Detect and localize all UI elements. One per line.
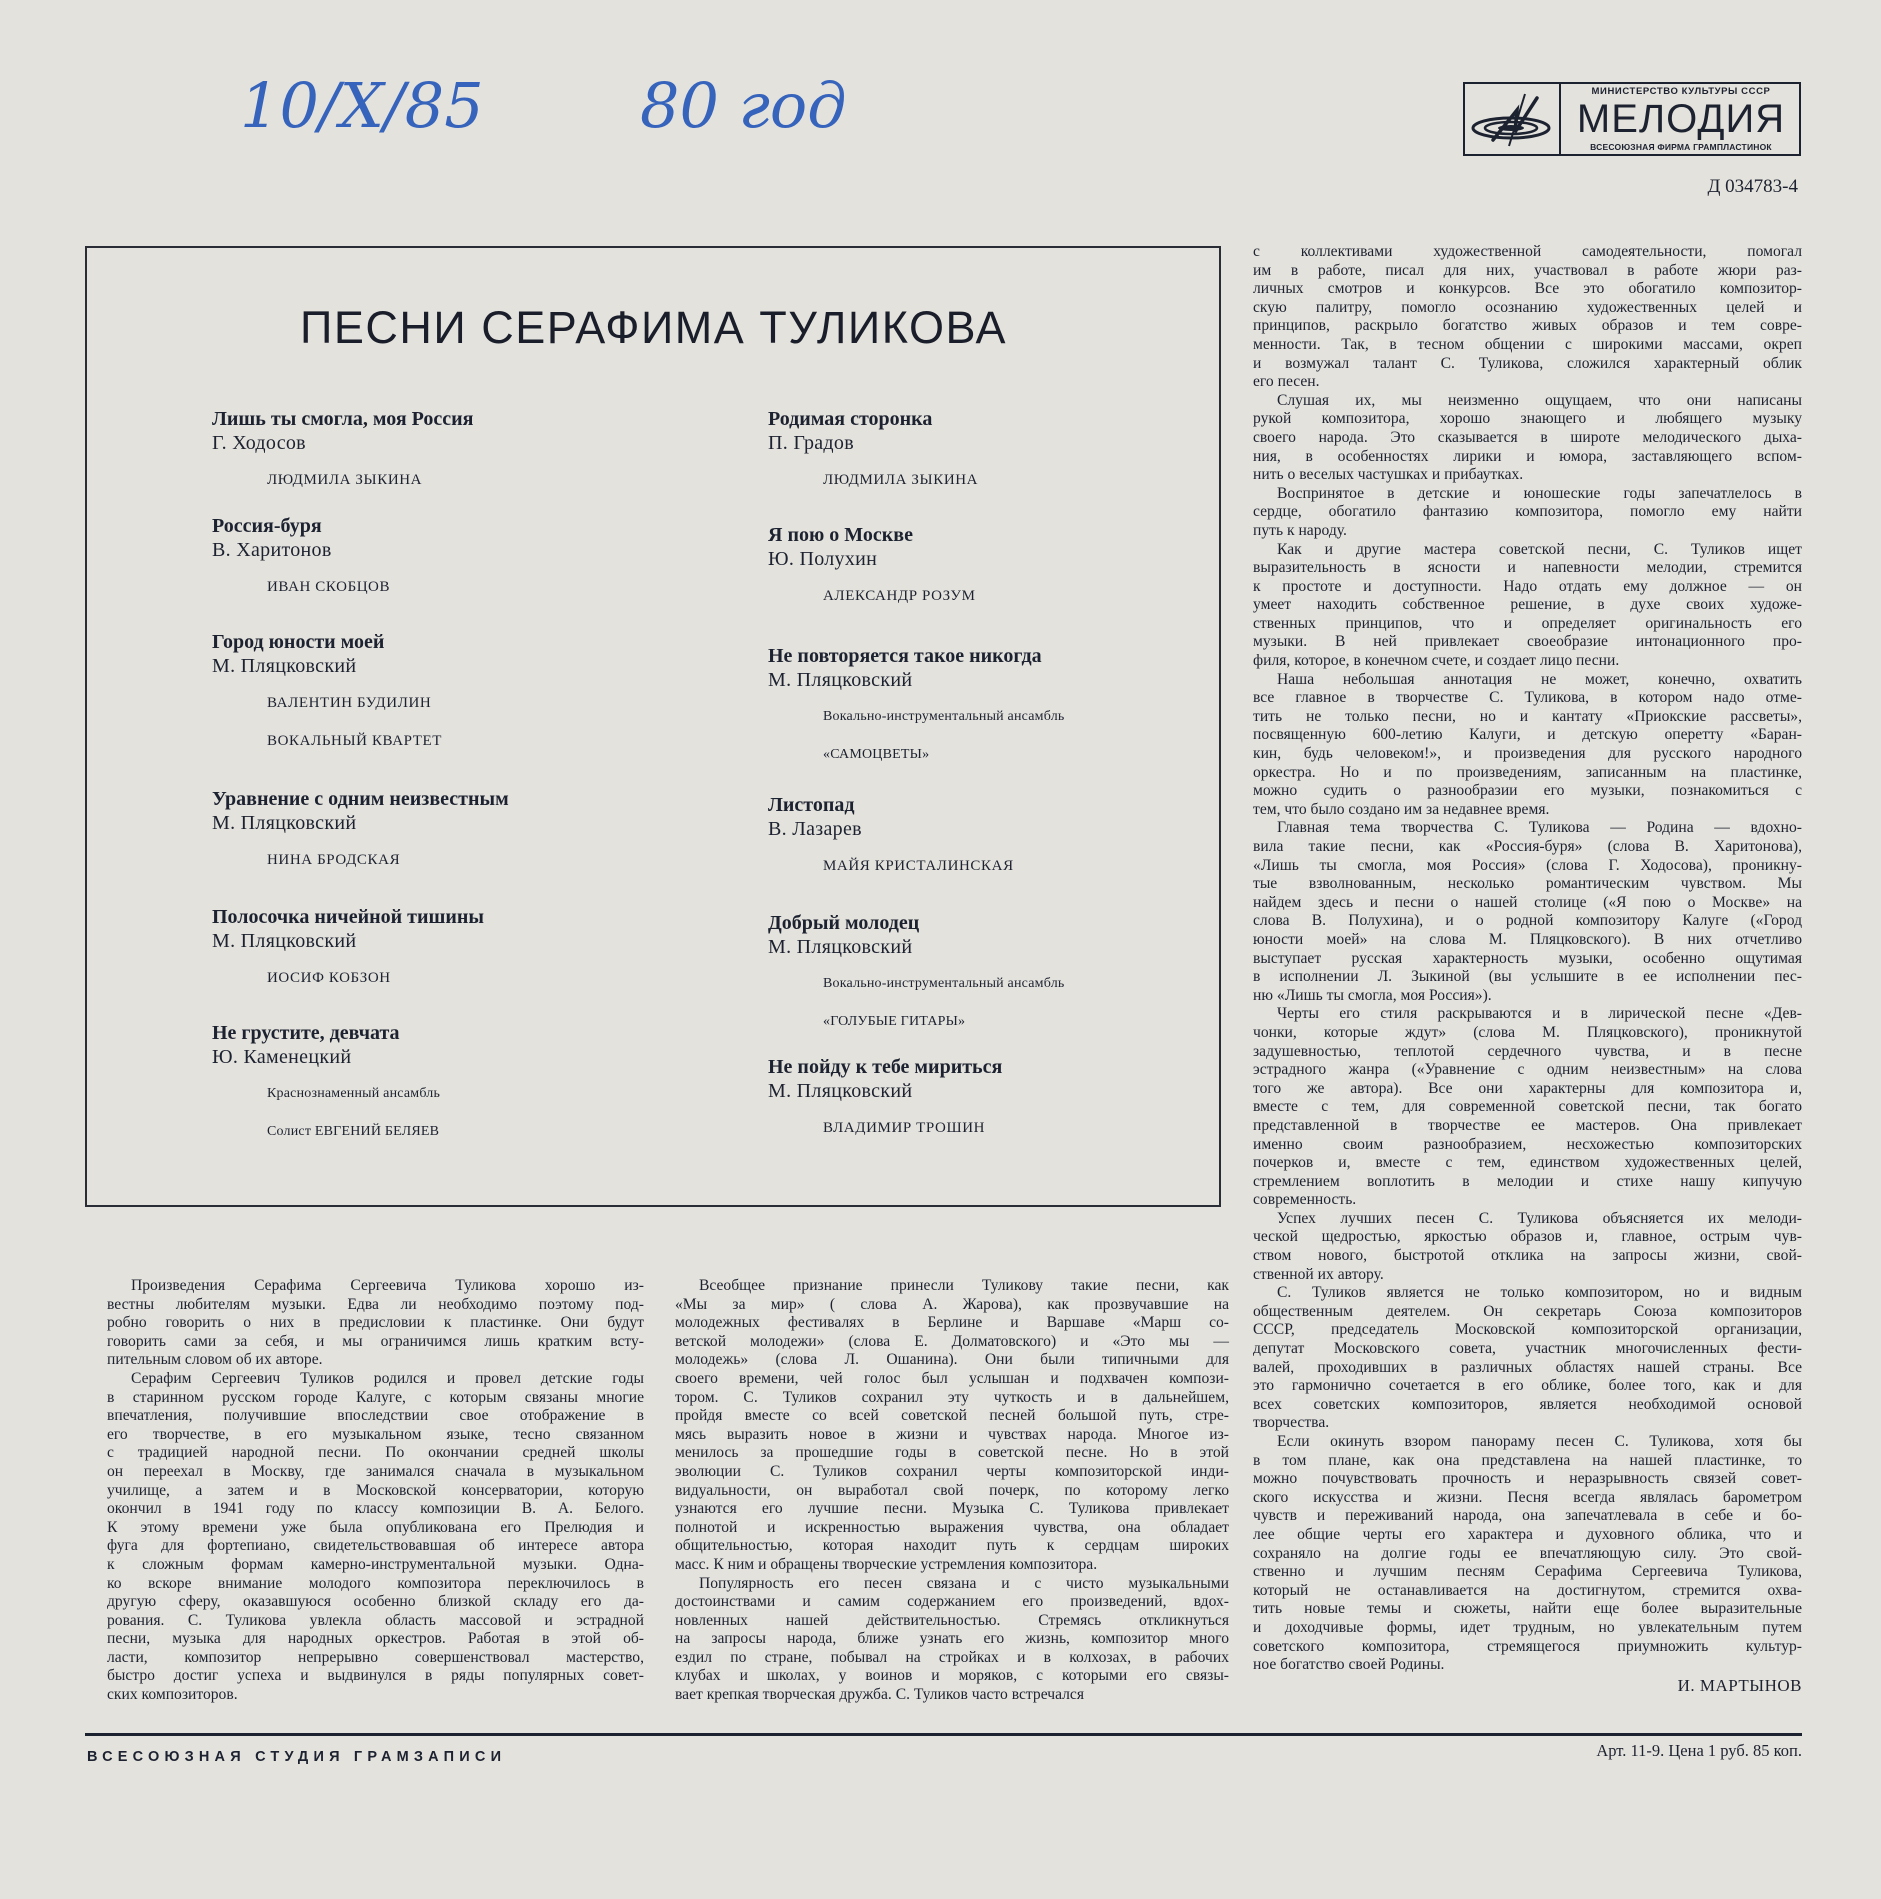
track-performer: Вокально-инструментальный ансамбль	[823, 709, 1065, 724]
notes-line: ню «Лишь ты смогла, моя Россия»).	[1253, 986, 1492, 1004]
notes-line: ния, в особенностях лирики и юмора, заставляющего вспом-	[1253, 447, 1802, 465]
notes-line: музыки. В ней привлекает своеобразие интонационного про-	[1253, 633, 1802, 651]
notes-line: масс. К ним и обращены творческие устремления композитора.	[675, 1555, 1098, 1573]
notes-line: представленной в творчестве ее мастеров. Она привлекает	[1253, 1116, 1802, 1134]
notes-line: пройдя вместе со всей советской песней большой путь, стре-	[675, 1407, 1229, 1425]
notes-line: Главная тема творчества С. Туликова — Родина — вдохно-	[1277, 819, 1802, 837]
notes-line: его песен.	[1253, 373, 1320, 391]
track-composer: М. Пляцковский	[768, 1080, 913, 1102]
notes-line: «Лишь ты смогла, моя Россия» (слова Г. Ходосова), проникну-	[1253, 856, 1802, 874]
track-composer: Ю. Полухин	[768, 548, 878, 570]
track-item	[212, 1021, 732, 1151]
track-composer: В. Харитонов	[212, 539, 332, 561]
track-composer: М. Пляцковский	[768, 669, 913, 691]
notes-line: ласти, композитор непрерывно совершенствовал мастерство,	[107, 1648, 644, 1666]
notes-line: вает крепкая творческая дружба. С. Туликов часто встречался	[675, 1686, 1085, 1704]
notes-line: именно своим разнообразием, несхожестью композиторских	[1253, 1135, 1802, 1153]
notes-line: филя, которое, в конечном счете, и создает лицо песни.	[1253, 652, 1620, 670]
notes-line: сердце, обогатило фантазию композитора, помогло ему найти	[1253, 503, 1802, 521]
track-item	[768, 793, 1288, 885]
track-title: Добрый молодец	[768, 912, 920, 934]
notes-line: принципов, раскрыло богатство живых образов и тем совре-	[1253, 317, 1802, 335]
track-item	[768, 407, 1288, 499]
notes-line: К этому времени уже была опубликована его Прелюдия и	[107, 1518, 644, 1536]
track-title: Уравнение с одним неизвестным	[212, 788, 509, 810]
notes-line: ством нового, быстротой отклика на запросы жизни, свой-	[1253, 1247, 1802, 1265]
track-item	[212, 905, 732, 997]
track-item	[212, 514, 732, 606]
notes-line: Успех лучших песен С. Туликова объясняется их мелоди-	[1277, 1209, 1802, 1227]
notes-line: им в работе, писал для них, участвовал в работе жюри раз-	[1253, 261, 1802, 279]
notes-line: и возмужал талант С. Туликова, сложился характерный облик	[1253, 354, 1802, 372]
notes-line: Воспринятое в детские и юношеские годы запечатлелось в	[1277, 484, 1802, 502]
notes-line: с традицией народной песни. По окончании средней школы	[107, 1444, 644, 1462]
notes-line: вестны любителям музыки. Едва ли необходимо поэтому под-	[107, 1295, 644, 1313]
notes-line: полнотой и искренностью выражения чувства, она обладает	[675, 1518, 1229, 1536]
track-title: Я пою о Москве	[768, 524, 913, 546]
catalog-number: Д 034783-4	[1707, 176, 1798, 197]
notes-line: советского композитора, стремящегося приумножить культур-	[1253, 1637, 1802, 1655]
label-firm: ВСЕСОЮЗНАЯ ФИРМА ГРАМПЛАСТИНОК	[1590, 142, 1772, 152]
notes-line: почерков и, вместе с тем, единством художественных целей,	[1253, 1154, 1802, 1172]
track-performer: НИНА БРОДСКАЯ	[267, 852, 401, 868]
album-title: ПЕСНИ СЕРАФИМА ТУЛИКОВА	[300, 302, 1007, 353]
track-performer: «ГОЛУБЫЕ ГИТАРЫ»	[823, 1014, 966, 1029]
notes-line: своего времени, чей голос был услышан и подхвачен компози-	[675, 1369, 1229, 1387]
notes-line: в старинном русском городе Калуге, с которым связаны многие	[107, 1388, 644, 1406]
notes-line: новленных нашей действительностью. Стремясь откликнуться	[675, 1611, 1229, 1629]
label-ministry: МИНИСТЕРСТВО КУЛЬТУРЫ СССР	[1591, 86, 1771, 97]
notes-line: фуга для фортепиано, свидетельствовавшая об интересе автора	[107, 1537, 644, 1555]
track-performer: ЛЮДМИЛА ЗЫКИНА	[267, 472, 423, 488]
notes-line: рования. С. Туликова увлекла область массовой и эстрадной	[107, 1611, 644, 1629]
track-title: Россия-буря	[212, 515, 322, 537]
notes-line: тить не только песни, но и кантату «Приокские рассветы»,	[1253, 707, 1802, 725]
track-title: Не пойду к тебе мириться	[768, 1056, 1003, 1078]
track-performer: Солист ЕВГЕНИЙ БЕЛЯЕВ	[267, 1124, 440, 1139]
notes-line: юности моей» на слова М. Пляцковского). В них отчетливо	[1253, 930, 1802, 948]
notes-line: кин, будь человеком!», и произведения для русского народного	[1253, 745, 1802, 763]
notes-line: СССР, председатель Московской композиторской организации,	[1253, 1321, 1802, 1339]
notes-line: молодежь» (слова Л. Ошанина). Они были типичными для	[675, 1351, 1229, 1369]
notes-line: пительным словом об их авторе.	[107, 1351, 323, 1369]
notes-line: Всеобщее признание принесли Туликову такие песни, как	[699, 1277, 1229, 1294]
track-title: Родимая сторонка	[768, 408, 933, 430]
track-performer: МАЙЯ КРИСТАЛИНСКАЯ	[823, 858, 1014, 874]
notes-line: «Мы за мир» ( слова А. Жарова), как прозвучавшие на	[675, 1295, 1229, 1313]
notes-line: стремлением воплотить в мелодии и стихе нашу кипучую	[1253, 1172, 1802, 1190]
track-composer: М. Пляцковский	[212, 655, 357, 677]
notes-line: с коллективами художественной самодеятельности, помогал	[1253, 243, 1802, 260]
notes-column-left	[107, 1277, 644, 1705]
notes-line: менности. Так, в тесном общении с широкими массами, окреп	[1253, 335, 1802, 353]
notes-line: чувств и переживаний народа, она запечатлевала в себе и бо-	[1253, 1507, 1802, 1525]
notes-author: И. МАРТЫНОВ	[1677, 1676, 1802, 1695]
notes-line: своего народа. Это сказывается в широте мелодического дыха-	[1253, 428, 1802, 446]
track-title: Лишь ты смогла, моя Россия	[212, 408, 474, 430]
notes-line: Черты его стиля раскрываются и в лирической песне «Дев-	[1277, 1005, 1802, 1023]
track-performer: Краснознаменный ансамбль	[267, 1086, 441, 1101]
notes-line: задушевностью, теплотой сердечного чувства, и в песне	[1253, 1042, 1802, 1060]
notes-line: робно говорить о них в предисловии к пластинке. Они будут	[107, 1314, 644, 1332]
notes-line: слова В. Полухина), и о родной композитору Калуге («Город	[1253, 912, 1802, 930]
track-item	[768, 644, 1288, 774]
notes-line: к сложным формам камерно-инструментальной музыки. Одна-	[107, 1555, 644, 1573]
notes-line: достоинствами и самим содержанием его произведений, вдох-	[675, 1593, 1229, 1611]
notes-line: сохраняло на долгие годы ее впечатляющую силу. Это свой-	[1253, 1544, 1802, 1562]
notes-column-right	[1253, 243, 1802, 1675]
notes-line: Как и другие мастера советской песни, С. Туликов ищет	[1277, 540, 1802, 558]
notes-line: путь к народу.	[1253, 521, 1347, 539]
track-item	[212, 407, 732, 499]
notes-line: ственной их автору.	[1253, 1265, 1384, 1283]
handwritten-year: 80 год	[640, 69, 847, 142]
notes-line: творчества.	[1253, 1414, 1330, 1432]
notes-line: окончил в 1941 году по классу композиции В. А. Белого.	[107, 1500, 644, 1518]
notes-line: ских композиторов.	[107, 1686, 238, 1704]
notes-line: личных смотров и конкурсов. Все это обогатило композитор-	[1253, 280, 1802, 298]
notes-line: рукой композитора, хорошо знающего и любящего музыку	[1253, 410, 1802, 428]
notes-line: Если окинуть взором панораму песен С. Туликова, хотя бы	[1277, 1433, 1802, 1450]
notes-line: оркестра. Но и по произведениям, записанным на пластинке,	[1253, 763, 1802, 781]
track-item	[768, 523, 1288, 615]
track-performer: ЛЮДМИЛА ЗЫКИНА	[823, 472, 979, 488]
notes-line: ное богатство своей Родины.	[1253, 1656, 1445, 1674]
notes-line: того же автора). Все они характерны для композитора и,	[1253, 1079, 1802, 1097]
notes-line: можно почувствовать прочность и неразрывность связей совет-	[1253, 1470, 1802, 1488]
notes-line: чонки, которые ждут» (слова М. Пляцковского), проникнутой	[1253, 1023, 1802, 1041]
track-title: Не повторяется такое никогда	[768, 645, 1042, 667]
track-composer: В. Лазарев	[768, 818, 862, 840]
notes-line: валей, проходивших в различных областях нашей страны. Все	[1253, 1358, 1802, 1376]
notes-line: ветской молодежи» (слова Е. Долматовского) и «Это мы —	[675, 1332, 1229, 1350]
notes-line: другую сферу, оказавшуюся особенно близкой складу его да-	[107, 1593, 644, 1611]
notes-line: ственных принципов, что и определяет оригинальность его	[1253, 614, 1802, 632]
notes-line: Произведения Серафима Сергеевича Туликова хорошо из-	[131, 1277, 644, 1294]
notes-line: скую палитру, помогло осознанию художественных целей и	[1253, 298, 1802, 316]
track-performer: ИОСИФ КОБЗОН	[267, 970, 391, 986]
notes-line: современность.	[1253, 1191, 1357, 1209]
notes-line: узнаются его лучшие песни. Музыка С. Туликова привлекает	[675, 1500, 1229, 1518]
notes-line: можно судить о разнообразии его музыки, познакомиться с	[1253, 782, 1802, 800]
notes-line: умеет находить собственное решение, в духе своих художе-	[1253, 596, 1802, 614]
track-item	[212, 787, 732, 879]
track-performer: Вокально-инструментальный ансамбль	[823, 976, 1065, 991]
notes-line: видуальности, он выработал свой почерк, по которому легко	[675, 1481, 1229, 1499]
notes-line: песни, музыка для народных оркестров. Работая в этой об-	[107, 1630, 644, 1648]
track-composer: Ю. Каменецкий	[212, 1046, 352, 1068]
notes-line: Наша небольшая аннотация не может, конечно, охватить	[1277, 670, 1802, 688]
track-title: Листопад	[768, 794, 855, 816]
handwritten-date: 10/X/85	[240, 69, 484, 142]
track-performer: ВОКАЛЬНЫЙ КВАРТЕТ	[267, 733, 443, 749]
track-title: Не грустите, девчата	[212, 1022, 400, 1044]
notes-line: все главное в творчестве С. Туликова, в котором надо отме-	[1253, 689, 1802, 707]
notes-line: училище, а затем и в Московской консерватории, которую	[107, 1481, 644, 1499]
notes-line: и доходчивые формы, идет трудным, но увлекательным путем	[1253, 1618, 1802, 1636]
track-composer: М. Пляцковский	[212, 812, 357, 834]
notes-line: ко вскоре внимание молодого композитора переключилось в	[107, 1574, 644, 1592]
melodiya-emblem-icon	[1465, 84, 1561, 154]
notes-line: тором. С. Туликов сохранил эту чуткость и в дальнейшем,	[675, 1388, 1229, 1406]
notes-line: молодежных фестивалях в Берлине и Варшаве «Марш со-	[675, 1314, 1229, 1332]
notes-line: который не останавливается на достигнутом, стремится охва-	[1253, 1581, 1802, 1599]
notes-line: эстрадного жанра («Уравнение с одним неизвестным» на слова	[1253, 1061, 1802, 1079]
notes-line: Популярность его песен связана и с чисто музыкальными	[699, 1574, 1229, 1592]
notes-line: тые взволнованным, несколько романтическим чувством. Мы	[1253, 875, 1802, 893]
notes-line: найдем здесь и песни о нашей столице («Я пою о Москве» на	[1253, 893, 1802, 911]
notes-line: клубах и школах, у воинов и моряков, с которыми его связы-	[675, 1667, 1229, 1685]
notes-line: вместе с тем, для современной советской песни, так богато	[1253, 1098, 1802, 1116]
melodiya-logo	[1463, 82, 1801, 156]
notes-line: на запросы народа, ближе узнать его жизнь, композитор много	[675, 1630, 1229, 1648]
notes-line: Слушая их, мы неизменно ощущаем, что они написаны	[1277, 391, 1802, 409]
notes-line: ездил по стране, побывал на стройках и в колхозах, в рабочих	[675, 1648, 1229, 1666]
track-composer: М. Пляцковский	[212, 930, 357, 952]
notes-line: тить новые темы и сюжеты, найти еще более выразительные	[1253, 1600, 1802, 1618]
track-composer: М. Пляцковский	[768, 936, 913, 958]
notes-line: общественным деятелем. Он секретарь Союза композиторов	[1253, 1302, 1802, 1320]
notes-line: посвященную 600-летию Калуги, и детскую оперетту «Баран-	[1253, 726, 1802, 744]
track-performer: АЛЕКСАНДР РОЗУМ	[823, 588, 976, 604]
notes-line: ческой щедростью, яркостью образов и, главное, острым чув-	[1253, 1228, 1802, 1246]
notes-line: он переехал в Москву, где занимался сначала в музыкальном	[107, 1462, 644, 1480]
notes-column-middle	[675, 1277, 1229, 1705]
studio-name: ВСЕСОЮЗНАЯ СТУДИЯ ГРАМЗАПИСИ	[87, 1749, 507, 1765]
notes-line: эволюции С. Туликов сохранил черты композиторской инди-	[675, 1462, 1229, 1480]
notes-line: выразительность в ясности и напевности мелодии, стремится	[1253, 559, 1802, 577]
notes-line: его творчестве, в его музыкальном языке, тесно связанном	[107, 1425, 644, 1443]
track-performer: ВЛАДИМИР ТРОШИН	[823, 1120, 986, 1136]
notes-line: тем, что было создано им за недавнее время.	[1253, 800, 1550, 818]
notes-line: мясь выразить новое в жизни и чувствах народа. Многое из-	[675, 1425, 1229, 1443]
track-composer: П. Градов	[768, 432, 854, 454]
notes-line: быстро достиг успеха и выдвинулся в ряды популярных совет-	[107, 1667, 644, 1685]
notes-line: менилось за прошедшие годы в советской песне. Но в этой	[675, 1444, 1229, 1462]
notes-line: депутат Московского совета, участник многочисленных фести-	[1253, 1340, 1802, 1358]
notes-line: в исполнении Л. Зыкиной (вы услышите в ее исполнении пес-	[1253, 968, 1802, 986]
notes-line: к простоте и доступности. Надо отдать ему должное — он	[1253, 577, 1802, 595]
notes-line: лее общие черты его характера и духовного облика, что и	[1253, 1525, 1802, 1543]
label-brand: МЕЛОДИЯ	[1576, 97, 1786, 141]
track-performer: ИВАН СКОБЦОВ	[267, 579, 391, 595]
track-item	[768, 911, 1288, 1041]
notes-line: ственно и лучшим песням Серафима Сергеевича Туликова,	[1253, 1563, 1802, 1581]
track-performer: ВАЛЕНТИН БУДИЛИН	[267, 695, 432, 711]
track-performer: «САМОЦВЕТЫ»	[823, 747, 930, 762]
notes-line: всех советских композиторов, является необходимой основой	[1253, 1395, 1802, 1413]
notes-line: Серафим Сергеевич Туликов родился и провел детские годы	[131, 1369, 644, 1387]
notes-line: общительностью, которая находит путь к сердцам широких	[675, 1537, 1229, 1555]
notes-line: выступает русская характерность музыки, особенно ощутимая	[1253, 949, 1802, 967]
notes-line: в том плане, как она представлена на нашей пластинке, то	[1253, 1451, 1802, 1469]
notes-line: говорить сами за себя, и мы ограничимся лишь кратким всту-	[107, 1332, 644, 1350]
notes-line: вила такие песни, как «Россия-буря» (слова В. Харитонова),	[1253, 838, 1802, 855]
track-title: Полосочка ничейной тишины	[212, 906, 485, 928]
track-title: Город юности моей	[212, 631, 385, 653]
footer-divider	[85, 1733, 1802, 1736]
track-item	[212, 630, 732, 760]
notes-line: впечатления, получившие впоследствии свое отображение в	[107, 1407, 644, 1425]
notes-line: ского искусства и жизни. Песня всегда являлась барометром	[1253, 1488, 1802, 1506]
price-info: Арт. 11-9. Цена 1 руб. 85 коп.	[1596, 1741, 1802, 1760]
track-item	[768, 1055, 1288, 1147]
track-composer: Г. Ходосов	[212, 432, 306, 454]
notes-line: это гармонично сочетается в его облике, более того, как и для	[1253, 1377, 1802, 1395]
notes-line: С. Туликов является не только композитором, но и видным	[1277, 1284, 1802, 1302]
notes-line: нить о веселых частушках и прибаутках.	[1253, 466, 1524, 484]
